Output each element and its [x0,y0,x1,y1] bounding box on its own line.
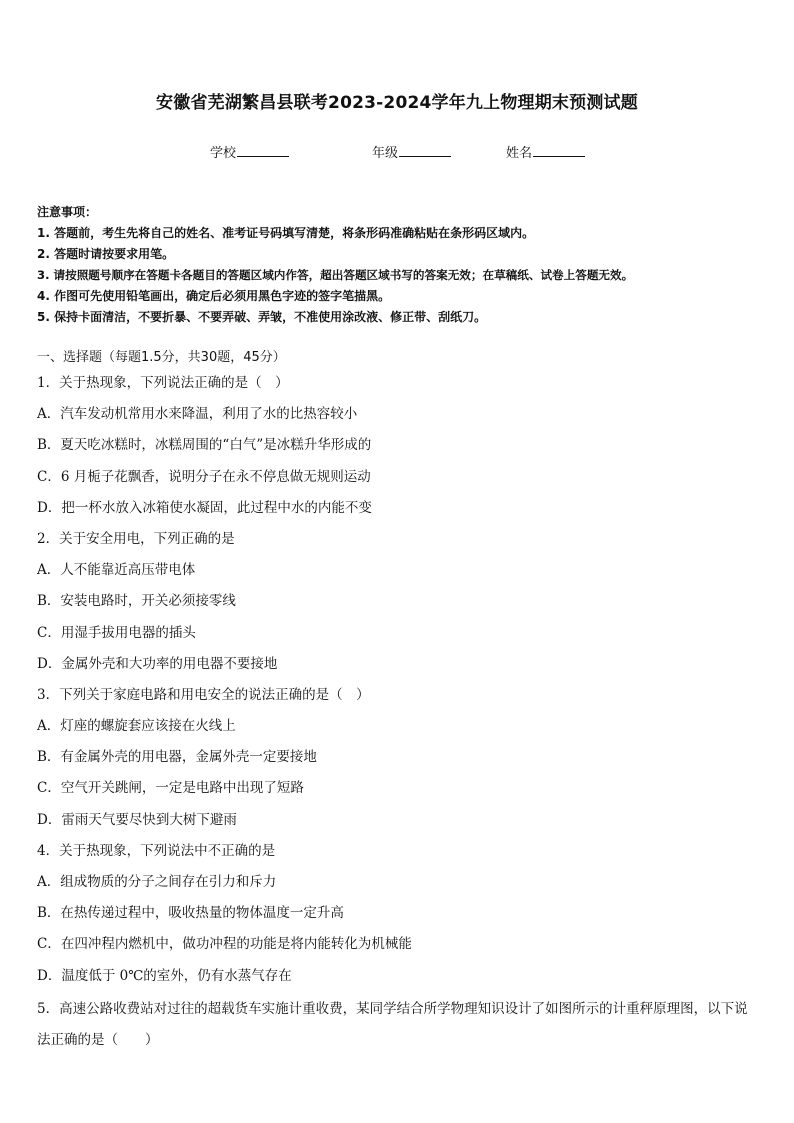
question-list [37,370,761,1048]
question-stem: 4．关于热现象，下列说法中不正确的是 [37,842,276,859]
question-option[interactable]: B．安装电路时，开关必须接零线 [37,593,236,610]
section-heading: 一、选择题（每题1.5分，共30题，45分） [37,350,286,365]
question-option[interactable]: C．用湿手拔用电器的插头 [37,624,196,641]
question-option[interactable]: C．空气开关跳闸，一定是电路中出现了短路 [37,780,304,797]
question-option[interactable]: D．金属外壳和大功率的用电器不要接地 [37,655,278,672]
school-blank[interactable] [237,144,289,157]
question-option[interactable]: B．在热传递过程中，吸收热量的物体温度一定升高 [37,905,344,922]
grade-field [372,142,451,161]
notes-block [37,202,767,328]
name-label: 姓名 [506,146,533,161]
question-stem: 5．高速公路收费站对过往的超载货车实施计重收费，某同学结合所学物理知识设计了如图所示的计重秤原理图，以下说法正确的是（ ） [37,1000,748,1048]
question-option[interactable]: C．在四冲程内燃机中，做功冲程的功能是将内能转化为机械能 [37,936,412,953]
question-option[interactable]: D．把一杯水放入冰箱使水凝固，此过程中水的内能不变 [37,499,372,516]
note-item: 4. 作图可先使用铅笔画出，确定后必须用黑色字迹的签字笔描黑。 [37,289,391,303]
name-field [506,142,585,161]
question-stem: 2．关于安全用电，下列正确的是 [37,530,235,547]
question-option[interactable]: B．有金属外壳的用电器，金属外壳一定要接地 [37,749,317,766]
question-stem: 1．关于热现象，下列说法正确的是（ ） [37,375,289,391]
grade-blank[interactable] [399,144,451,157]
question-option[interactable]: A．汽车发动机常用水来降温，利用了水的比热容较小 [37,406,358,423]
note-item: 5. 保持卡面清洁，不要折暴、不要弄破、弄皱，不准使用涂改液、修正带、刮纸刀。 [37,310,487,324]
notes-heading: 注意事项： [37,205,98,219]
name-blank[interactable] [533,144,585,157]
question-option[interactable]: A．人不能靠近高压带电体 [37,562,196,579]
school-label: 学校 [210,146,237,161]
question-option[interactable]: A．组成物质的分子之间存在引力和斥力 [37,874,277,890]
question-option[interactable]: D．雷雨天气要尽快到大树下避雨 [37,811,237,828]
question-option[interactable]: A．灯座的螺旋套应该接在火线上 [37,718,236,735]
note-item: 2. 答题时请按要求用笔。 [37,247,175,261]
grade-label: 年级 [372,146,399,161]
page-title: 安徽省芜湖繁昌县联考2023-2024学年九上物理期末预测试题 [156,93,638,113]
note-item: 1. 答题前，考生先将自己的姓名、准考证号码填写清楚，将条形码准确粘贴在条形码区域内。 [37,226,535,240]
question-option[interactable]: C．6 月栀子花飘香，说明分子在永不停息做无规则运动 [37,468,371,485]
school-field [210,142,289,161]
note-item: 3. 请按照题号顺序在答题卡各题目的答题区域内作答，超出答题区域书写的答案无效；在草稿纸、试卷上答题无效。 [37,268,634,282]
question-stem: 3．下列关于家庭电路和用电安全的说法正确的是（ ） [37,686,370,703]
question-option[interactable]: D．温度低于 0℃的室外，仍有水蒸气存在 [37,967,292,984]
question-option[interactable]: B．夏天吃冰糕时，冰糕周围的“白气”是冰糕升华形成的 [37,437,372,454]
